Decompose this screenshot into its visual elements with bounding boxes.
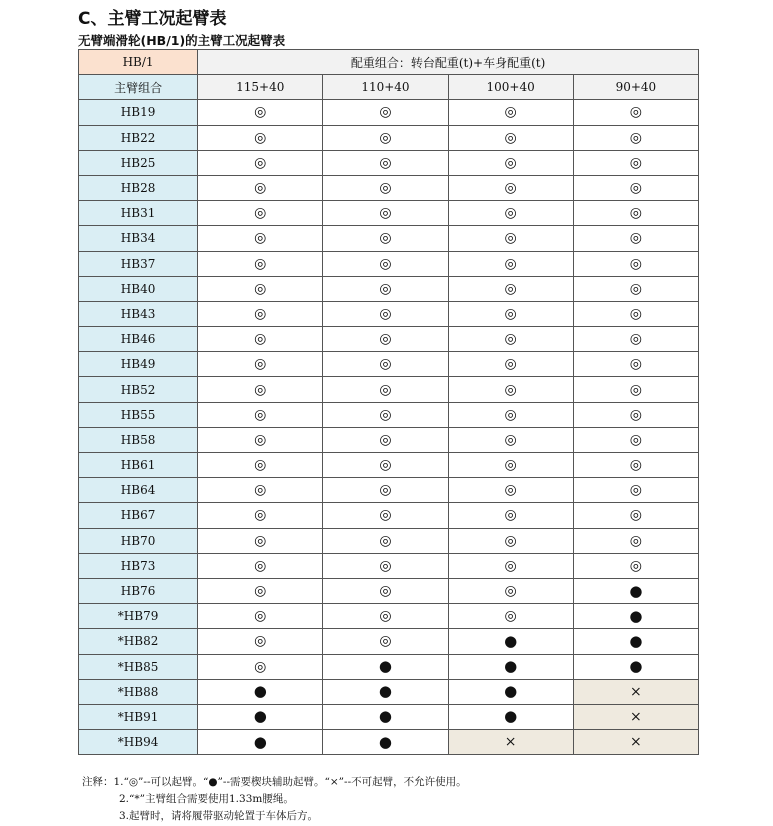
table-row	[79, 427, 699, 452]
can-lift-mark: ◎	[198, 629, 323, 654]
can-lift-mark: ◎	[573, 427, 698, 452]
can-lift-mark: ◎	[448, 578, 573, 603]
can-lift-mark: ◎	[448, 478, 573, 503]
can-lift-mark: ◎	[198, 125, 323, 150]
can-lift-mark: ◎	[323, 503, 448, 528]
table-row	[79, 352, 699, 377]
boom-combination-label: HB52	[79, 377, 198, 402]
table-row	[79, 528, 699, 553]
boom-combination-label: HB55	[79, 402, 198, 427]
can-lift-mark: ◎	[323, 125, 448, 150]
can-lift-mark: ◎	[198, 226, 323, 251]
table-row	[79, 629, 699, 654]
not-allowed-mark: ×	[573, 679, 698, 704]
can-lift-mark: ◎	[448, 150, 573, 175]
corner-label: HB/1	[79, 50, 198, 75]
can-lift-mark: ◎	[573, 528, 698, 553]
can-lift-mark: ◎	[448, 175, 573, 200]
can-lift-mark: ◎	[198, 150, 323, 175]
boom-combination-label: *HB79	[79, 604, 198, 629]
can-lift-mark: ◎	[448, 301, 573, 326]
not-allowed-mark: ×	[573, 730, 698, 755]
table-row	[79, 553, 699, 578]
can-lift-mark: ◎	[573, 201, 698, 226]
can-lift-mark: ◎	[448, 100, 573, 125]
can-lift-mark: ◎	[573, 251, 698, 276]
can-lift-mark: ◎	[448, 251, 573, 276]
wedge-assist-mark: ●	[573, 604, 698, 629]
note-1: 注释：1.“◎”--可以起臂。“●”--需要楔块辅助起臂。“×”--不可起臂，不允许使用。	[82, 776, 467, 788]
footnotes	[82, 774, 467, 825]
note-3: 3.起臂时，请将履带驱动轮置于车体后方。	[119, 810, 319, 822]
boom-combination-label: HB22	[79, 125, 198, 150]
wedge-assist-mark: ●	[323, 654, 448, 679]
boom-combination-label: *HB94	[79, 730, 198, 755]
wedge-assist-mark: ●	[198, 730, 323, 755]
can-lift-mark: ◎	[198, 654, 323, 679]
boom-combination-label: HB25	[79, 150, 198, 175]
can-lift-mark: ◎	[448, 453, 573, 478]
wedge-assist-mark: ●	[448, 654, 573, 679]
column-header: 115+40	[198, 75, 323, 100]
not-allowed-mark: ×	[448, 730, 573, 755]
boom-combination-label: HB67	[79, 503, 198, 528]
can-lift-mark: ◎	[573, 402, 698, 427]
wedge-assist-mark: ●	[198, 704, 323, 729]
can-lift-mark: ◎	[323, 150, 448, 175]
boom-combination-label: HB40	[79, 276, 198, 301]
boom-combination-label: HB58	[79, 427, 198, 452]
can-lift-mark: ◎	[448, 503, 573, 528]
can-lift-mark: ◎	[198, 276, 323, 301]
table-row	[79, 679, 699, 704]
can-lift-mark: ◎	[198, 402, 323, 427]
can-lift-mark: ◎	[323, 251, 448, 276]
can-lift-mark: ◎	[573, 175, 698, 200]
can-lift-mark: ◎	[448, 402, 573, 427]
can-lift-mark: ◎	[573, 377, 698, 402]
can-lift-mark: ◎	[448, 427, 573, 452]
table-row	[79, 327, 699, 352]
can-lift-mark: ◎	[323, 352, 448, 377]
can-lift-mark: ◎	[198, 201, 323, 226]
table-row	[79, 150, 699, 175]
column-header: 110+40	[323, 75, 448, 100]
can-lift-mark: ◎	[198, 327, 323, 352]
column-header: 90+40	[573, 75, 698, 100]
can-lift-mark: ◎	[323, 604, 448, 629]
can-lift-mark: ◎	[323, 402, 448, 427]
table-row	[79, 704, 699, 729]
can-lift-mark: ◎	[323, 327, 448, 352]
can-lift-mark: ◎	[573, 150, 698, 175]
table-row	[79, 478, 699, 503]
boom-combination-label: *HB91	[79, 704, 198, 729]
not-allowed-mark: ×	[573, 704, 698, 729]
section-title: C、主臂工况起臂表	[78, 9, 227, 29]
can-lift-mark: ◎	[448, 201, 573, 226]
can-lift-mark: ◎	[323, 528, 448, 553]
table-row	[79, 301, 699, 326]
can-lift-mark: ◎	[198, 427, 323, 452]
row-header-label: 主臂组合	[79, 75, 198, 100]
boom-combination-label: HB34	[79, 226, 198, 251]
boom-combination-label: HB61	[79, 453, 198, 478]
boom-combination-label: HB46	[79, 327, 198, 352]
can-lift-mark: ◎	[448, 352, 573, 377]
can-lift-mark: ◎	[198, 553, 323, 578]
column-header: 100+40	[448, 75, 573, 100]
wedge-assist-mark: ●	[573, 629, 698, 654]
wedge-assist-mark: ●	[573, 654, 698, 679]
can-lift-mark: ◎	[323, 629, 448, 654]
can-lift-mark: ◎	[323, 377, 448, 402]
can-lift-mark: ◎	[573, 100, 698, 125]
table-row	[79, 175, 699, 200]
can-lift-mark: ◎	[448, 377, 573, 402]
counterweight-group-header: 配重组合：转台配重(t)+车身配重(t)	[198, 50, 699, 75]
table-row	[79, 226, 699, 251]
can-lift-mark: ◎	[198, 453, 323, 478]
can-lift-mark: ◎	[573, 327, 698, 352]
can-lift-mark: ◎	[198, 175, 323, 200]
boom-combination-label: HB19	[79, 100, 198, 125]
table-row	[79, 654, 699, 679]
can-lift-mark: ◎	[448, 327, 573, 352]
boom-combination-label: HB76	[79, 578, 198, 603]
table-row	[79, 503, 699, 528]
can-lift-mark: ◎	[198, 251, 323, 276]
can-lift-mark: ◎	[323, 226, 448, 251]
boom-combination-label: *HB88	[79, 679, 198, 704]
can-lift-mark: ◎	[573, 226, 698, 251]
wedge-assist-mark: ●	[448, 629, 573, 654]
table-row	[79, 276, 699, 301]
can-lift-mark: ◎	[323, 427, 448, 452]
can-lift-mark: ◎	[573, 352, 698, 377]
can-lift-mark: ◎	[448, 226, 573, 251]
boom-combination-label: HB28	[79, 175, 198, 200]
can-lift-mark: ◎	[323, 276, 448, 301]
wedge-assist-mark: ●	[323, 679, 448, 704]
can-lift-mark: ◎	[198, 604, 323, 629]
boom-combination-label: HB64	[79, 478, 198, 503]
can-lift-mark: ◎	[323, 301, 448, 326]
can-lift-mark: ◎	[573, 125, 698, 150]
note-2: 2.“*”主臂组合需要使用1.33m腰绳。	[119, 793, 294, 805]
table-header-row-2	[79, 75, 699, 100]
wedge-assist-mark: ●	[448, 679, 573, 704]
can-lift-mark: ◎	[198, 503, 323, 528]
can-lift-mark: ◎	[573, 453, 698, 478]
can-lift-mark: ◎	[323, 453, 448, 478]
can-lift-mark: ◎	[323, 201, 448, 226]
can-lift-mark: ◎	[198, 100, 323, 125]
boom-combination-label: *HB82	[79, 629, 198, 654]
wedge-assist-mark: ●	[198, 679, 323, 704]
table-subtitle: 无臂端滑轮(HB/1)的主臂工况起臂表	[78, 33, 286, 48]
boom-combination-label: HB73	[79, 553, 198, 578]
boom-combination-label: HB70	[79, 528, 198, 553]
can-lift-mark: ◎	[323, 553, 448, 578]
can-lift-mark: ◎	[198, 352, 323, 377]
can-lift-mark: ◎	[198, 578, 323, 603]
boom-combination-label: HB49	[79, 352, 198, 377]
can-lift-mark: ◎	[198, 528, 323, 553]
wedge-assist-mark: ●	[573, 578, 698, 603]
table-row	[79, 100, 699, 125]
table-row	[79, 402, 699, 427]
can-lift-mark: ◎	[573, 478, 698, 503]
can-lift-mark: ◎	[198, 377, 323, 402]
can-lift-mark: ◎	[198, 301, 323, 326]
can-lift-mark: ◎	[573, 276, 698, 301]
table-row	[79, 377, 699, 402]
table-row	[79, 453, 699, 478]
table-row	[79, 201, 699, 226]
wedge-assist-mark: ●	[448, 704, 573, 729]
boom-combination-label: *HB85	[79, 654, 198, 679]
table-row	[79, 604, 699, 629]
table-header-row-1	[79, 50, 699, 75]
boom-combination-label: HB37	[79, 251, 198, 276]
boom-combination-label: HB31	[79, 201, 198, 226]
can-lift-mark: ◎	[573, 301, 698, 326]
can-lift-mark: ◎	[323, 478, 448, 503]
wedge-assist-mark: ●	[323, 704, 448, 729]
can-lift-mark: ◎	[198, 478, 323, 503]
can-lift-mark: ◎	[573, 503, 698, 528]
can-lift-mark: ◎	[448, 276, 573, 301]
table-row	[79, 578, 699, 603]
can-lift-mark: ◎	[448, 125, 573, 150]
wedge-assist-mark: ●	[323, 730, 448, 755]
can-lift-mark: ◎	[573, 553, 698, 578]
table-row	[79, 730, 699, 755]
boom-lift-table	[78, 49, 699, 755]
table-row	[79, 125, 699, 150]
can-lift-mark: ◎	[448, 604, 573, 629]
can-lift-mark: ◎	[323, 100, 448, 125]
can-lift-mark: ◎	[323, 578, 448, 603]
can-lift-mark: ◎	[448, 528, 573, 553]
boom-combination-label: HB43	[79, 301, 198, 326]
can-lift-mark: ◎	[323, 175, 448, 200]
table-row	[79, 251, 699, 276]
can-lift-mark: ◎	[448, 553, 573, 578]
